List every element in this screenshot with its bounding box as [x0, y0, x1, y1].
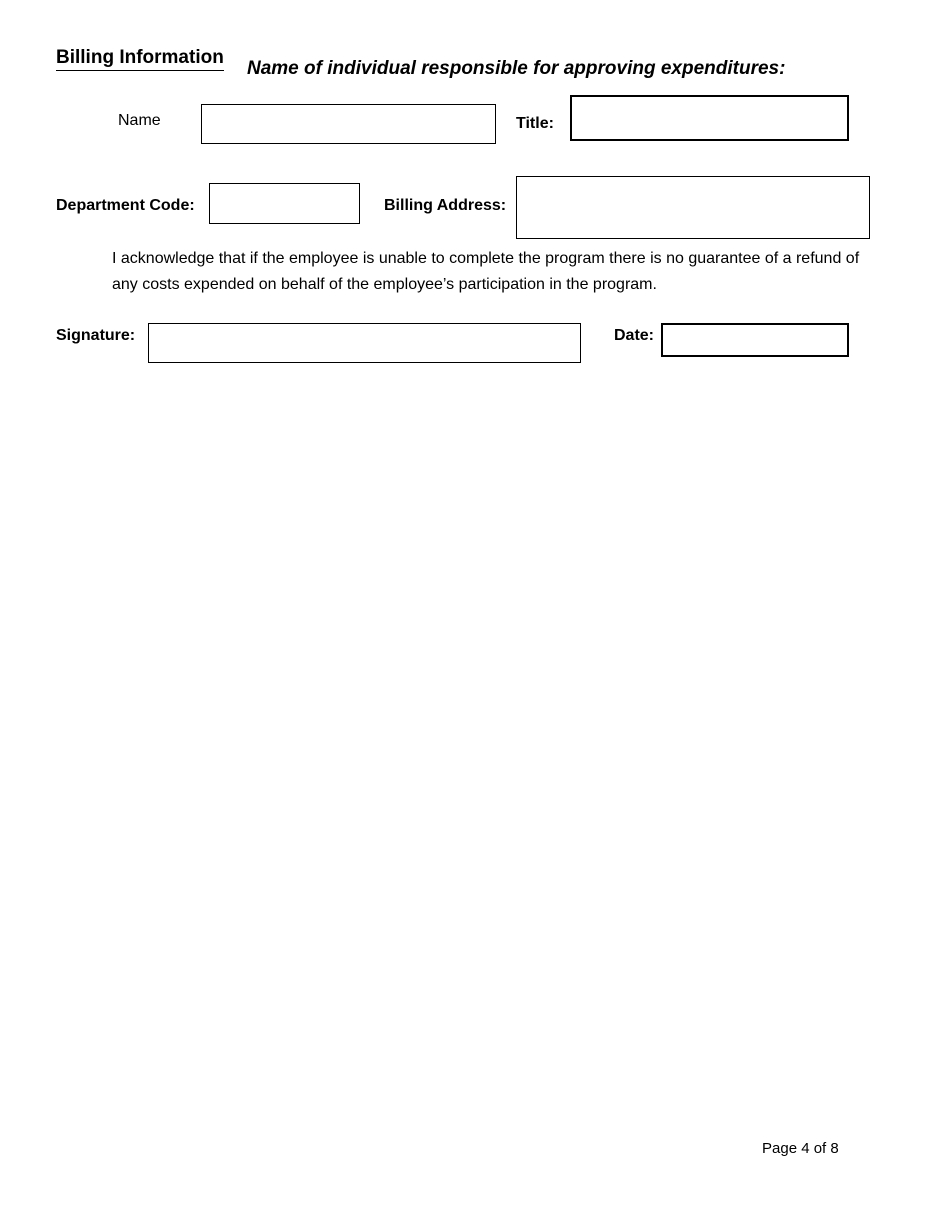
date-field[interactable]: [661, 323, 849, 357]
billing-address-label: Billing Address:: [384, 197, 507, 214]
signature-field[interactable]: [148, 323, 581, 363]
date-label: Date:: [614, 327, 655, 344]
billing-address-field[interactable]: [516, 176, 870, 239]
acknowledgement-text: I acknowledge that if the employee is unable to complete the program there is no guarantee of a refund of any costs expended on behalf of the employee’s participation in the program.: [112, 250, 860, 293]
department-code-label: Department Code:: [56, 197, 195, 214]
page-number: Page 4 of 8: [762, 1140, 839, 1157]
approver-subtitle: Name of individual responsible for approving expenditures:: [247, 58, 786, 79]
signature-label: Signature:: [56, 327, 136, 344]
section-title: Billing Information: [56, 47, 224, 71]
department-code-field[interactable]: [209, 183, 360, 224]
title-label: Title:: [516, 115, 554, 132]
name-label: Name: [118, 112, 161, 129]
name-field[interactable]: [201, 104, 496, 144]
title-field[interactable]: [570, 95, 849, 141]
